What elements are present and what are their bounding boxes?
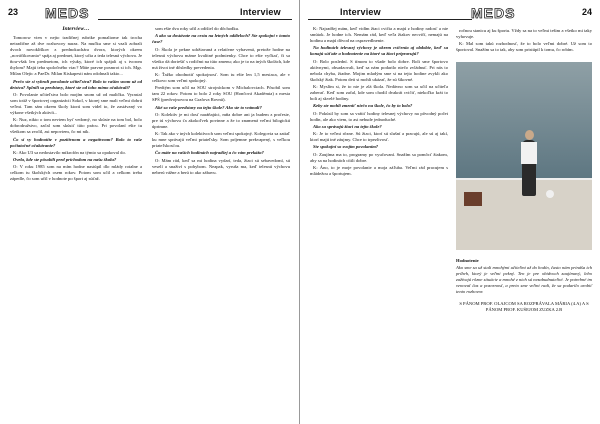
answer: O: Kolektív je mi dosť naráňajúci, mňa dobre ani ja budem z profesie, pre tú výchovu ťa akokoľvek povinne a že to znamená veľmi bilogickú úprimne. (152, 111, 290, 129)
photo-chair (464, 192, 482, 206)
answer: O: Zaujíma ma to, programy po vyučovaní. Snažím sa pomôcť žiakom, aby sa na hodinách cítili dobre. (310, 151, 448, 163)
section-title-left: Interview (240, 7, 281, 17)
meds-logo (44, 5, 96, 21)
answer: O: V roku 1985 som na mím hodne nastúpil dlo mlády rotalne a celkom tu školských osem rokov. Potom som učil a celkom treba zápedle, čo som učil v hodnote po šport aj súťaž. (10, 164, 142, 182)
answer: O: Škola je pekne udržiavaná a relatívne vybavená, pretože hodne na telesnú výchovu máme kvalitné podmienky. Chce to ešte vyčkať, či sa všetko dá doriešiť s rodičmi na túto zmenu; ako je to na iných školách, kde má život iné dôsledky prevedenia. (152, 46, 290, 70)
svg-text:MEDS: MEDS (45, 5, 90, 21)
question: Čo máte na vašich hodinách najradšej a čo vám prekáža? (155, 150, 264, 156)
summary-text: Ako sme sa už stali mnohými učiteľmi až do hodín, často nám prináša ich príbeh, ktorý je veľmi pekný. Ten je pre obidvoch zaujímavý, lebo zažívajú rôzne situácie a mnohé z nich sú nezabudnuteľné. Je potrebné im venovať čas a pozornosť, a preto sme veľmi radi, že sa podarilo urobiť tento rozhovor. (456, 265, 592, 295)
question: Ovela, kde ste pôsobili pred príchodom na našu školu? (13, 157, 117, 163)
svg-text:MEDS: MEDS (471, 5, 516, 21)
paragraph: K: Mal som takú rozhodnosť, že to bolo veľmi dobré. Už som to športoval. Snažím sa to tak, aby som pristúpil k tomu, čo robím. (456, 41, 592, 53)
teacher-photo (456, 62, 592, 250)
column-2 (152, 26, 290, 420)
question: Prečo ste si vybrali povolanie učiteľstva? Bolo to vaším snom už od detstva? Splnili sa predstavy, ktoré ste od toho mimo očakávali? (10, 78, 142, 90)
answer: K: Tak ako v iných kolektívoch som veľmi spokojný. Kolegovia sa zatiaľ ku mne správajú veľmi priateľsky. Som príjemne prekvapený, s veľkou priateľskosťou. (152, 131, 290, 149)
answer: O: Mám rád, keď sa mi hodina vydarí, teda, žiaci sú sebavedomí, sú veselí a snaživí s pohybom. Neapak, vyruša ma, keď telesnú výchovu neberú vážne a berú to ako zábavu. (152, 157, 290, 175)
summary-box (456, 258, 592, 313)
question: Ako sa správajú žiaci na tejto škole? (313, 123, 382, 129)
column-4 (456, 28, 592, 60)
article-title: Interview… (62, 26, 90, 32)
header-rule-left (98, 19, 292, 20)
photo-ball (546, 190, 554, 198)
photo-person-shirt (521, 142, 537, 164)
answer: O: Povolanie učiteľstva bolo mojím snom už od malička. Vyrastal som totiž v športovej organizácii Sokol, v ktorej sme mali veľmi dobrú veľmi. Tam sám okrem školy ktorú som videl to, že zastávaný vo výkone všetkých aktivít... (10, 91, 142, 115)
answer: K: Ako U3 sa nedostavilo mikrofón na týmto sa opakoval do. (13, 149, 126, 155)
header-rule-right (308, 19, 472, 20)
question: Čo si vy hodnotíte v pozitívnom a negatívnom? Bolo to vaše počiatočné očakávanie? (10, 136, 142, 148)
answer: K: Nuz, nikto o tom neviem byť vedomý, no skúste na tom bol, bolo dobrodružstvo, začal som skúsiť túto prácu. Pri povolaní ešte tu všetkom sa zvolil, asi nepoviem, čo mi nik. (10, 117, 142, 135)
right-header (308, 5, 592, 23)
interview-credit: S PÁNOM PROF. OLAJCOM SA ROZPRÁVALA MÁRIA (4.A) A S PÁNOM PROF. KUŠEJOM ZUZKA 2.B (459, 301, 589, 313)
question: Keby ste mohli zmeniť niečo na škole, čo by to bolo? (313, 103, 413, 109)
left-header (8, 5, 292, 23)
meds-logo (470, 5, 522, 21)
section-title-right: Interview (340, 7, 381, 17)
answer: Predtým som učil na SOU strojníckom v Michalovciach. Pôsobil som tam 22 rokov. Potom to bolo 2 roky SOU (Hončová Akadémia) z mesta SPŠ (predvojnovou na Grafova Rovnú). (152, 85, 290, 103)
answer: O: Pokúsil by som sa vrátiť hodiny telesnej výchovy na pôvodný počet hodín, ale ako viem, to asi nebude jednoduché. (310, 110, 448, 122)
page-number-left: 23 (8, 7, 19, 17)
page-number-right: 24 (581, 7, 592, 17)
paragraph: som ešte dva roky učil a odišiel do dôchodku. (155, 26, 240, 31)
answer: K: Je to veľmi rôzne. Sú žiaci, ktorí sú slušní a pracujú, ale sú aj takí, ktorí majú iné záujmy. Chce to trpezlivosť. (310, 131, 448, 143)
answer: O: Bolo poslední. S tímom to všade bolo dobre. Boli sme športovo aktívnymi, obsadzovali, keď sa nám podarilo niečo zvládnuť. Pri nás to nebola chyba, žiadne. Mojim mladým sme si na tejto hodine zvykli ako školský žiak. Potom deti si mohli ukázať, že sú šikovné. (310, 58, 448, 82)
question: Na hodinách telesnej výchovy je okrem cvičenia aj obdobie, keď sa konajú súťaže a hodnotenie na ktoré sa žiaci pripravujú? (310, 45, 448, 57)
question: Aké sa vaše predstavy na tejto škole? Ako ste to vnímali? (155, 104, 262, 110)
answer: K: Áno, to je moje povolanie a moja záľuba. Veľmi rád pracujem s mládežou a športujem. (310, 164, 448, 176)
answer: K: Najradšej mám, keď vidím žiaci cvičia a majú z hodiny radosť a nie smútok. Je hodne ich. Nemám rád, keď veľa žiakov necvičí, nemajú na hodinu a majú dôvod na ospravedlnenie. (310, 26, 448, 44)
question: A ako sa dostávate na cestu na letných oddieloch? Ste spokojní v tomto čase? (152, 33, 290, 45)
column-1 (10, 26, 142, 420)
photo-person-head (525, 130, 534, 140)
answer: K: Ťažko ohodnotiť spokojnosť. Som tu ešte len 1,5 mesiaca, ale v celkovo som veľmi spokojný. (152, 71, 290, 83)
summary-title: Hodnotenie (456, 258, 479, 263)
answer: K: Myslím si, že to nie je zlá škola. Nedávno som sa učil na učiteľa zaberať. Keď som začal, kde som chodil dvakrát cvičiť, niekoľko krát to boli aj skvelé hodiny. (310, 83, 448, 102)
question: Ste spokojní so svojím povolaním? (313, 144, 379, 150)
paragraph: Tomorow vien v nejto tradičnej rubrike pomaliome tak trocha netradične až dve rozhovory naraz. Na mučku sme si vzali zobrali dvoch novokliškov z prednokuchára dvora, ktorých okrem „nováčikovania“ spája aj predmet, ktorý učia a teda telesná výchova. Je ňou-však len predmetom, ich výuky, ktoré ich spájali aj s tvorom ihylom? Majú teba spoločného viac? Máte pravne posmrot si ich. Mgr. Milan Olejic a PaeDr. Milan Kiskapesti nám odohnali takto... (10, 35, 142, 77)
paragraph: ročnou stanicu aj ku športu. Vždy sa na to veľmi tešim a všetko mi taky vyhovuje. (456, 28, 592, 40)
column-3 (310, 26, 448, 420)
